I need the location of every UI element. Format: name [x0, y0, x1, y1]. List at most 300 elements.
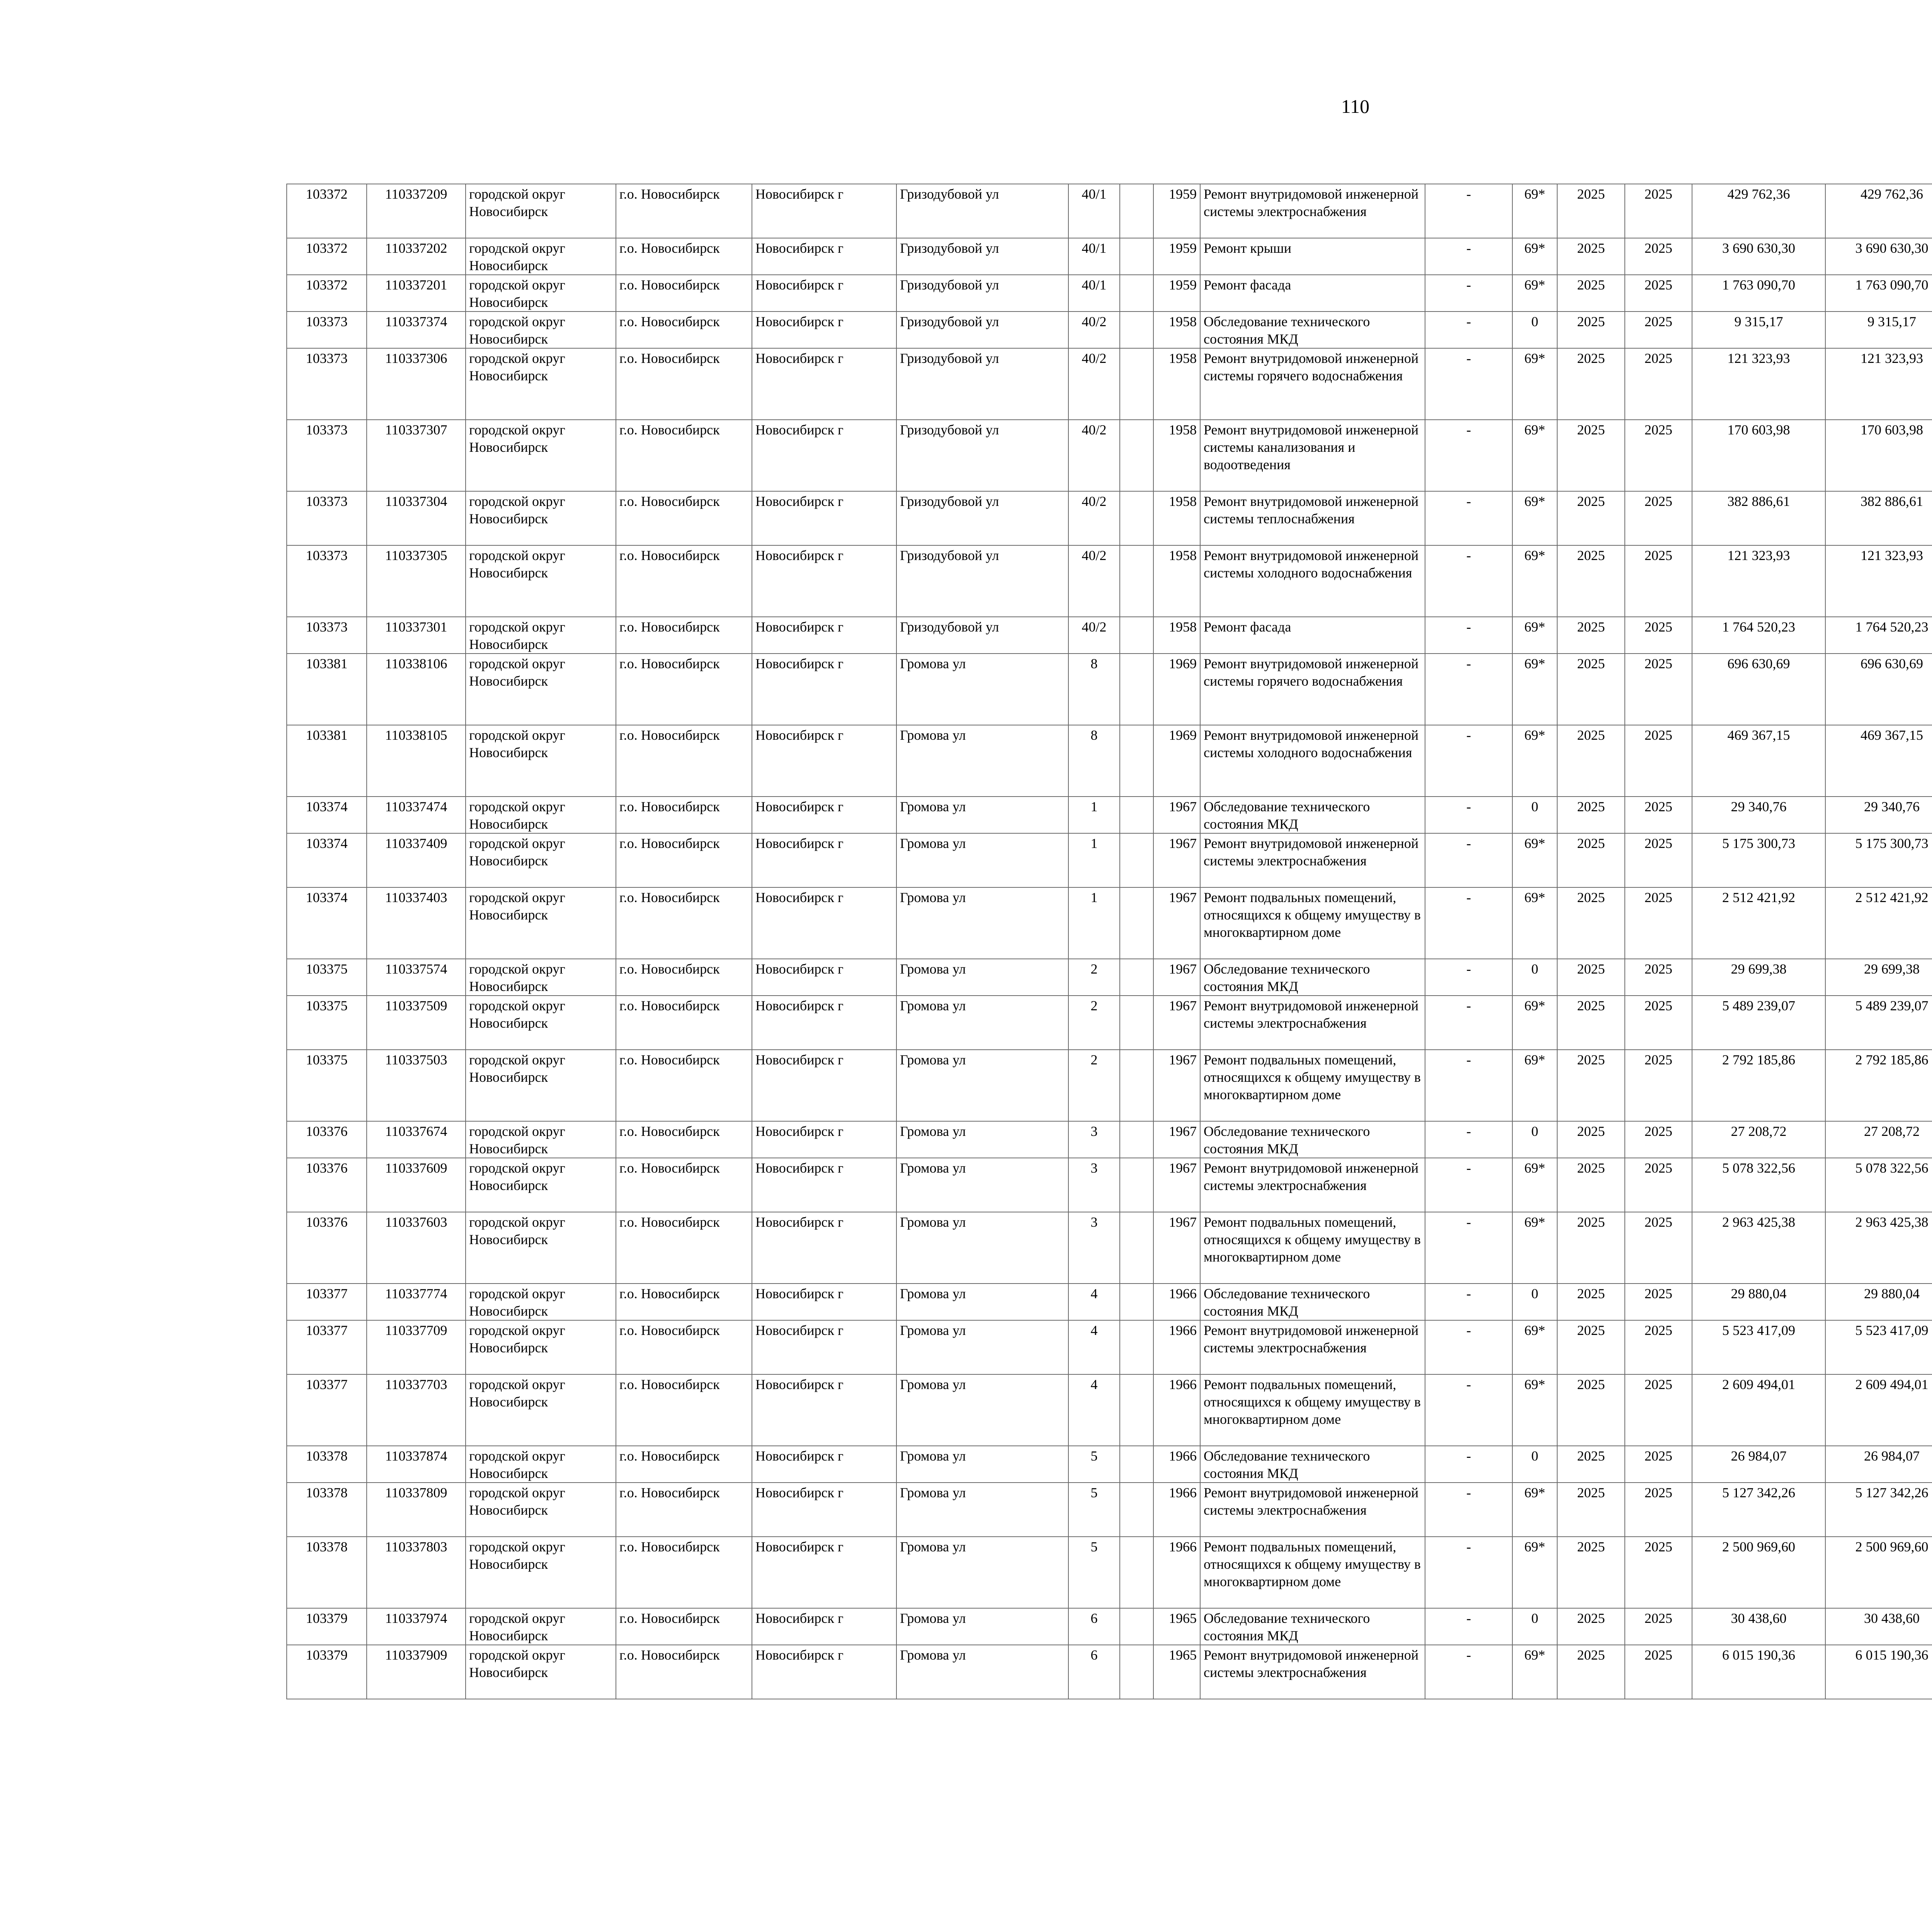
build-year-cell: 1958 — [1153, 491, 1200, 545]
year-start-cell: 2025 — [1557, 184, 1625, 238]
table-row — [287, 1320, 1932, 1374]
rate-cell: 69* — [1512, 833, 1557, 887]
dash-cell: - — [1425, 1537, 1512, 1608]
work-type-cell: Обследование технического состояния МКД — [1200, 1121, 1425, 1158]
year-end-cell: 2025 — [1625, 1483, 1692, 1537]
work-type-cell: Ремонт внутридомовой инженерной системы теплоснабжения — [1200, 491, 1425, 545]
year-start-cell: 2025 — [1557, 725, 1625, 797]
house-number-cell: 5 — [1068, 1483, 1120, 1537]
cost-fund-cell: 1 763 090,70 — [1825, 275, 1932, 312]
table-row — [287, 491, 1932, 545]
house-id-cell: 103376 — [287, 1158, 367, 1212]
city-district-cell: г.о. Новосибирск — [616, 491, 752, 545]
table-row — [287, 1374, 1932, 1446]
municipality-cell: городской округ Новосибирск — [466, 348, 616, 420]
work-code-cell: 110337603 — [367, 1212, 466, 1284]
work-code-cell: 110337306 — [367, 348, 466, 420]
cost-fund-cell: 5 175 300,73 — [1825, 833, 1932, 887]
house-id-cell: 103373 — [287, 420, 367, 491]
house-letter-cell — [1120, 1158, 1153, 1212]
year-start-cell: 2025 — [1557, 420, 1625, 491]
year-end-cell: 2025 — [1625, 996, 1692, 1050]
city-district-cell: г.о. Новосибирск — [616, 725, 752, 797]
house-number-cell: 40/1 — [1068, 275, 1120, 312]
year-start-cell: 2025 — [1557, 833, 1625, 887]
cost-fund-cell: 5 489 239,07 — [1825, 996, 1932, 1050]
cost-total-cell: 469 367,15 — [1692, 725, 1825, 797]
house-id-cell: 103378 — [287, 1446, 367, 1483]
table-row — [287, 545, 1932, 617]
house-number-cell: 40/1 — [1068, 184, 1120, 238]
cost-total-cell: 121 323,93 — [1692, 545, 1825, 617]
table-row — [287, 1537, 1932, 1608]
year-end-cell: 2025 — [1625, 797, 1692, 833]
house-id-cell: 103376 — [287, 1121, 367, 1158]
locality-cell: Новосибирск г — [752, 1446, 896, 1483]
work-type-cell: Обследование технического состояния МКД — [1200, 959, 1425, 996]
rate-cell: 0 — [1512, 1284, 1557, 1320]
work-type-cell: Ремонт подвальных помещений, относящихся к общему имуществу в многоквартирном доме — [1200, 1374, 1425, 1446]
cost-total-cell: 1 763 090,70 — [1692, 275, 1825, 312]
municipality-cell: городской округ Новосибирск — [466, 1320, 616, 1374]
cost-fund-cell: 382 886,61 — [1825, 491, 1932, 545]
house-letter-cell — [1120, 1212, 1153, 1284]
repair-register-table — [286, 184, 1932, 1699]
year-end-cell: 2025 — [1625, 545, 1692, 617]
street-cell: Гризодубовой ул — [896, 312, 1068, 348]
build-year-cell: 1965 — [1153, 1645, 1200, 1699]
year-end-cell: 2025 — [1625, 348, 1692, 420]
year-end-cell: 2025 — [1625, 1320, 1692, 1374]
cost-total-cell: 2 500 969,60 — [1692, 1537, 1825, 1608]
house-id-cell: 103379 — [287, 1645, 367, 1699]
municipality-cell: городской округ Новосибирск — [466, 275, 616, 312]
municipality-cell: городской округ Новосибирск — [466, 545, 616, 617]
house-number-cell: 5 — [1068, 1537, 1120, 1608]
rate-cell: 69* — [1512, 275, 1557, 312]
rate-cell: 69* — [1512, 887, 1557, 959]
work-code-cell: 110337409 — [367, 833, 466, 887]
street-cell: Гризодубовой ул — [896, 545, 1068, 617]
rate-cell: 0 — [1512, 959, 1557, 996]
cost-total-cell: 2 512 421,92 — [1692, 887, 1825, 959]
municipality-cell: городской округ Новосибирск — [466, 491, 616, 545]
cost-fund-cell: 29 340,76 — [1825, 797, 1932, 833]
locality-cell: Новосибирск г — [752, 545, 896, 617]
house-number-cell: 1 — [1068, 887, 1120, 959]
table-row — [287, 1483, 1932, 1537]
year-end-cell: 2025 — [1625, 833, 1692, 887]
municipality-cell: городской округ Новосибирск — [466, 959, 616, 996]
year-start-cell: 2025 — [1557, 1483, 1625, 1537]
house-letter-cell — [1120, 491, 1153, 545]
table-row — [287, 1158, 1932, 1212]
year-start-cell: 2025 — [1557, 238, 1625, 275]
build-year-cell: 1967 — [1153, 797, 1200, 833]
work-code-cell: 110337374 — [367, 312, 466, 348]
cost-fund-cell: 170 603,98 — [1825, 420, 1932, 491]
year-start-cell: 2025 — [1557, 1320, 1625, 1374]
house-letter-cell — [1120, 654, 1153, 725]
cost-total-cell: 6 015 190,36 — [1692, 1645, 1825, 1699]
house-id-cell: 103372 — [287, 238, 367, 275]
cost-total-cell: 27 208,72 — [1692, 1121, 1825, 1158]
house-letter-cell — [1120, 1608, 1153, 1645]
house-id-cell: 103377 — [287, 1374, 367, 1446]
year-end-cell: 2025 — [1625, 1284, 1692, 1320]
cost-fund-cell: 2 609 494,01 — [1825, 1374, 1932, 1446]
locality-cell: Новосибирск г — [752, 1608, 896, 1645]
work-type-cell: Ремонт крыши — [1200, 238, 1425, 275]
house-letter-cell — [1120, 959, 1153, 996]
table-row — [287, 312, 1932, 348]
city-district-cell: г.о. Новосибирск — [616, 1608, 752, 1645]
house-id-cell: 103378 — [287, 1537, 367, 1608]
city-district-cell: г.о. Новосибирск — [616, 617, 752, 654]
table-row — [287, 1121, 1932, 1158]
year-end-cell: 2025 — [1625, 725, 1692, 797]
city-district-cell: г.о. Новосибирск — [616, 545, 752, 617]
year-start-cell: 2025 — [1557, 1158, 1625, 1212]
dash-cell: - — [1425, 1158, 1512, 1212]
table-row — [287, 996, 1932, 1050]
work-code-cell: 110337304 — [367, 491, 466, 545]
municipality-cell: городской округ Новосибирск — [466, 887, 616, 959]
street-cell: Громова ул — [896, 1284, 1068, 1320]
rate-cell: 69* — [1512, 491, 1557, 545]
page-number: 110 — [1341, 95, 1370, 117]
cost-total-cell: 696 630,69 — [1692, 654, 1825, 725]
locality-cell: Новосибирск г — [752, 1158, 896, 1212]
cost-fund-cell: 696 630,69 — [1825, 654, 1932, 725]
locality-cell: Новосибирск г — [752, 725, 896, 797]
cost-total-cell: 170 603,98 — [1692, 420, 1825, 491]
table-row — [287, 348, 1932, 420]
work-type-cell: Ремонт внутридомовой инженерной системы горячего водоснабжения — [1200, 348, 1425, 420]
year-start-cell: 2025 — [1557, 654, 1625, 725]
work-type-cell: Ремонт подвальных помещений, относящихся к общему имуществу в многоквартирном доме — [1200, 1050, 1425, 1121]
street-cell: Гризодубовой ул — [896, 420, 1068, 491]
table-row — [287, 797, 1932, 833]
cost-fund-cell: 3 690 630,30 — [1825, 238, 1932, 275]
house-id-cell: 103373 — [287, 545, 367, 617]
house-letter-cell — [1120, 996, 1153, 1050]
city-district-cell: г.о. Новосибирск — [616, 1284, 752, 1320]
locality-cell: Новосибирск г — [752, 1212, 896, 1284]
house-id-cell: 103378 — [287, 1483, 367, 1537]
table-row — [287, 1645, 1932, 1699]
work-code-cell: 110337709 — [367, 1320, 466, 1374]
table-row — [287, 654, 1932, 725]
rate-cell: 69* — [1512, 1320, 1557, 1374]
work-code-cell: 110337201 — [367, 275, 466, 312]
work-type-cell: Ремонт внутридомовой инженерной системы электроснабжения — [1200, 1483, 1425, 1537]
street-cell: Громова ул — [896, 1212, 1068, 1284]
work-code-cell: 110337674 — [367, 1121, 466, 1158]
dash-cell: - — [1425, 617, 1512, 654]
table-row — [287, 617, 1932, 654]
street-cell: Громова ул — [896, 1158, 1068, 1212]
city-district-cell: г.о. Новосибирск — [616, 1320, 752, 1374]
year-end-cell: 2025 — [1625, 654, 1692, 725]
rate-cell: 69* — [1512, 1050, 1557, 1121]
city-district-cell: г.о. Новосибирск — [616, 1158, 752, 1212]
locality-cell: Новосибирск г — [752, 275, 896, 312]
house-id-cell: 103374 — [287, 833, 367, 887]
locality-cell: Новосибирск г — [752, 654, 896, 725]
locality-cell: Новосибирск г — [752, 420, 896, 491]
city-district-cell: г.о. Новосибирск — [616, 1050, 752, 1121]
work-type-cell: Обследование технического состояния МКД — [1200, 1284, 1425, 1320]
cost-fund-cell: 1 764 520,23 — [1825, 617, 1932, 654]
work-code-cell: 110337403 — [367, 887, 466, 959]
work-code-cell: 110337301 — [367, 617, 466, 654]
municipality-cell: городской округ Новосибирск — [466, 1645, 616, 1699]
cost-fund-cell: 121 323,93 — [1825, 545, 1932, 617]
cost-fund-cell: 5 523 417,09 — [1825, 1320, 1932, 1374]
table-row — [287, 420, 1932, 491]
work-code-cell: 110337509 — [367, 996, 466, 1050]
house-number-cell: 4 — [1068, 1320, 1120, 1374]
house-id-cell: 103373 — [287, 491, 367, 545]
city-district-cell: г.о. Новосибирск — [616, 887, 752, 959]
city-district-cell: г.о. Новосибирск — [616, 420, 752, 491]
year-start-cell: 2025 — [1557, 1121, 1625, 1158]
street-cell: Громова ул — [896, 1121, 1068, 1158]
build-year-cell: 1967 — [1153, 1212, 1200, 1284]
dash-cell: - — [1425, 797, 1512, 833]
build-year-cell: 1967 — [1153, 887, 1200, 959]
house-letter-cell — [1120, 1121, 1153, 1158]
table-row — [287, 1608, 1932, 1645]
house-number-cell: 40/2 — [1068, 312, 1120, 348]
build-year-cell: 1969 — [1153, 654, 1200, 725]
street-cell: Гризодубовой ул — [896, 491, 1068, 545]
cost-fund-cell: 2 500 969,60 — [1825, 1537, 1932, 1608]
build-year-cell: 1967 — [1153, 996, 1200, 1050]
municipality-cell: городской округ Новосибирск — [466, 1050, 616, 1121]
house-number-cell: 4 — [1068, 1374, 1120, 1446]
cost-total-cell: 2 609 494,01 — [1692, 1374, 1825, 1446]
rate-cell: 0 — [1512, 1446, 1557, 1483]
year-start-cell: 2025 — [1557, 1446, 1625, 1483]
city-district-cell: г.о. Новосибирск — [616, 1537, 752, 1608]
street-cell: Громова ул — [896, 654, 1068, 725]
cost-total-cell: 9 315,17 — [1692, 312, 1825, 348]
work-type-cell: Обследование технического состояния МКД — [1200, 1446, 1425, 1483]
rate-cell: 69* — [1512, 1645, 1557, 1699]
rate-cell: 69* — [1512, 1374, 1557, 1446]
work-type-cell: Ремонт внутридомовой инженерной системы горячего водоснабжения — [1200, 654, 1425, 725]
work-code-cell: 110337307 — [367, 420, 466, 491]
dash-cell: - — [1425, 1121, 1512, 1158]
locality-cell: Новосибирск г — [752, 1320, 896, 1374]
year-start-cell: 2025 — [1557, 1284, 1625, 1320]
cost-total-cell: 5 523 417,09 — [1692, 1320, 1825, 1374]
work-code-cell: 110337209 — [367, 184, 466, 238]
cost-total-cell: 26 984,07 — [1692, 1446, 1825, 1483]
year-end-cell: 2025 — [1625, 959, 1692, 996]
dash-cell: - — [1425, 312, 1512, 348]
build-year-cell: 1958 — [1153, 312, 1200, 348]
year-end-cell: 2025 — [1625, 1121, 1692, 1158]
year-start-cell: 2025 — [1557, 491, 1625, 545]
house-number-cell: 1 — [1068, 833, 1120, 887]
dash-cell: - — [1425, 184, 1512, 238]
city-district-cell: г.о. Новосибирск — [616, 1212, 752, 1284]
house-number-cell: 40/2 — [1068, 420, 1120, 491]
year-start-cell: 2025 — [1557, 996, 1625, 1050]
work-code-cell: 110337874 — [367, 1446, 466, 1483]
locality-cell: Новосибирск г — [752, 1374, 896, 1446]
locality-cell: Новосибирск г — [752, 184, 896, 238]
municipality-cell: городской округ Новосибирск — [466, 184, 616, 238]
locality-cell: Новосибирск г — [752, 238, 896, 275]
dash-cell: - — [1425, 1050, 1512, 1121]
municipality-cell: городской округ Новосибирск — [466, 654, 616, 725]
house-id-cell: 103379 — [287, 1608, 367, 1645]
house-letter-cell — [1120, 545, 1153, 617]
house-id-cell: 103381 — [287, 654, 367, 725]
house-letter-cell — [1120, 1374, 1153, 1446]
dash-cell: - — [1425, 1645, 1512, 1699]
work-type-cell: Обследование технического состояния МКД — [1200, 312, 1425, 348]
house-letter-cell — [1120, 1645, 1153, 1699]
municipality-cell: городской округ Новосибирск — [466, 238, 616, 275]
locality-cell: Новосибирск г — [752, 617, 896, 654]
street-cell: Громова ул — [896, 725, 1068, 797]
work-type-cell: Ремонт внутридомовой инженерной системы холодного водоснабжения — [1200, 725, 1425, 797]
cost-fund-cell: 2 512 421,92 — [1825, 887, 1932, 959]
municipality-cell: городской округ Новосибирск — [466, 725, 616, 797]
year-end-cell: 2025 — [1625, 1050, 1692, 1121]
rate-cell: 0 — [1512, 312, 1557, 348]
house-number-cell: 4 — [1068, 1284, 1120, 1320]
cost-fund-cell: 469 367,15 — [1825, 725, 1932, 797]
cost-fund-cell: 5 078 322,56 — [1825, 1158, 1932, 1212]
table-row — [287, 1050, 1932, 1121]
year-start-cell: 2025 — [1557, 959, 1625, 996]
table-row — [287, 959, 1932, 996]
house-letter-cell — [1120, 725, 1153, 797]
house-number-cell: 5 — [1068, 1446, 1120, 1483]
dash-cell: - — [1425, 887, 1512, 959]
year-start-cell: 2025 — [1557, 1645, 1625, 1699]
rate-cell: 69* — [1512, 1483, 1557, 1537]
street-cell: Громова ул — [896, 1050, 1068, 1121]
build-year-cell: 1966 — [1153, 1483, 1200, 1537]
work-type-cell: Обследование технического состояния МКД — [1200, 1608, 1425, 1645]
street-cell: Громова ул — [896, 833, 1068, 887]
house-id-cell: 103377 — [287, 1320, 367, 1374]
house-letter-cell — [1120, 1483, 1153, 1537]
municipality-cell: городской округ Новосибирск — [466, 1158, 616, 1212]
year-start-cell: 2025 — [1557, 545, 1625, 617]
house-letter-cell — [1120, 887, 1153, 959]
cost-total-cell: 2 963 425,38 — [1692, 1212, 1825, 1284]
house-id-cell: 103375 — [287, 996, 367, 1050]
street-cell: Громова ул — [896, 1608, 1068, 1645]
city-district-cell: г.о. Новосибирск — [616, 654, 752, 725]
locality-cell: Новосибирск г — [752, 312, 896, 348]
cost-total-cell: 29 880,04 — [1692, 1284, 1825, 1320]
street-cell: Громова ул — [896, 797, 1068, 833]
work-type-cell: Ремонт внутридомовой инженерной системы канализования и водоотведения — [1200, 420, 1425, 491]
house-letter-cell — [1120, 312, 1153, 348]
dash-cell: - — [1425, 1212, 1512, 1284]
year-end-cell: 2025 — [1625, 275, 1692, 312]
cost-fund-cell: 29 699,38 — [1825, 959, 1932, 996]
build-year-cell: 1967 — [1153, 1050, 1200, 1121]
year-end-cell: 2025 — [1625, 1374, 1692, 1446]
municipality-cell: городской округ Новосибирск — [466, 1608, 616, 1645]
street-cell: Громова ул — [896, 996, 1068, 1050]
street-cell: Громова ул — [896, 1446, 1068, 1483]
street-cell: Громова ул — [896, 887, 1068, 959]
build-year-cell: 1967 — [1153, 833, 1200, 887]
municipality-cell: городской округ Новосибирск — [466, 420, 616, 491]
dash-cell: - — [1425, 1483, 1512, 1537]
city-district-cell: г.о. Новосибирск — [616, 996, 752, 1050]
municipality-cell: городской округ Новосибирск — [466, 996, 616, 1050]
house-id-cell: 103372 — [287, 275, 367, 312]
dash-cell: - — [1425, 833, 1512, 887]
house-letter-cell — [1120, 797, 1153, 833]
work-code-cell: 110337803 — [367, 1537, 466, 1608]
dash-cell: - — [1425, 1320, 1512, 1374]
city-district-cell: г.о. Новосибирск — [616, 1121, 752, 1158]
work-type-cell: Ремонт фасада — [1200, 275, 1425, 312]
cost-total-cell: 1 764 520,23 — [1692, 617, 1825, 654]
house-letter-cell — [1120, 833, 1153, 887]
house-id-cell: 103373 — [287, 312, 367, 348]
rate-cell: 69* — [1512, 996, 1557, 1050]
house-number-cell: 40/2 — [1068, 617, 1120, 654]
build-year-cell: 1959 — [1153, 238, 1200, 275]
dash-cell: - — [1425, 654, 1512, 725]
build-year-cell: 1966 — [1153, 1374, 1200, 1446]
year-end-cell: 2025 — [1625, 184, 1692, 238]
table-row — [287, 725, 1932, 797]
work-code-cell: 110337503 — [367, 1050, 466, 1121]
cost-fund-cell: 2 963 425,38 — [1825, 1212, 1932, 1284]
rate-cell: 69* — [1512, 617, 1557, 654]
street-cell: Гризодубовой ул — [896, 617, 1068, 654]
rate-cell: 0 — [1512, 1608, 1557, 1645]
year-end-cell: 2025 — [1625, 491, 1692, 545]
year-end-cell: 2025 — [1625, 312, 1692, 348]
street-cell: Громова ул — [896, 1320, 1068, 1374]
street-cell: Громова ул — [896, 1483, 1068, 1537]
work-code-cell: 110337474 — [367, 797, 466, 833]
work-code-cell: 110337809 — [367, 1483, 466, 1537]
house-letter-cell — [1120, 238, 1153, 275]
house-letter-cell — [1120, 1284, 1153, 1320]
cost-total-cell: 2 792 185,86 — [1692, 1050, 1825, 1121]
city-district-cell: г.о. Новосибирск — [616, 1483, 752, 1537]
rate-cell: 69* — [1512, 545, 1557, 617]
locality-cell: Новосибирск г — [752, 996, 896, 1050]
cost-total-cell: 382 886,61 — [1692, 491, 1825, 545]
house-number-cell: 1 — [1068, 797, 1120, 833]
build-year-cell: 1967 — [1153, 1121, 1200, 1158]
work-type-cell: Ремонт подвальных помещений, относящихся к общему имуществу в многоквартирном доме — [1200, 1212, 1425, 1284]
build-year-cell: 1965 — [1153, 1608, 1200, 1645]
dash-cell: - — [1425, 1446, 1512, 1483]
dash-cell: - — [1425, 420, 1512, 491]
work-code-cell: 110337974 — [367, 1608, 466, 1645]
table-row — [287, 184, 1932, 238]
